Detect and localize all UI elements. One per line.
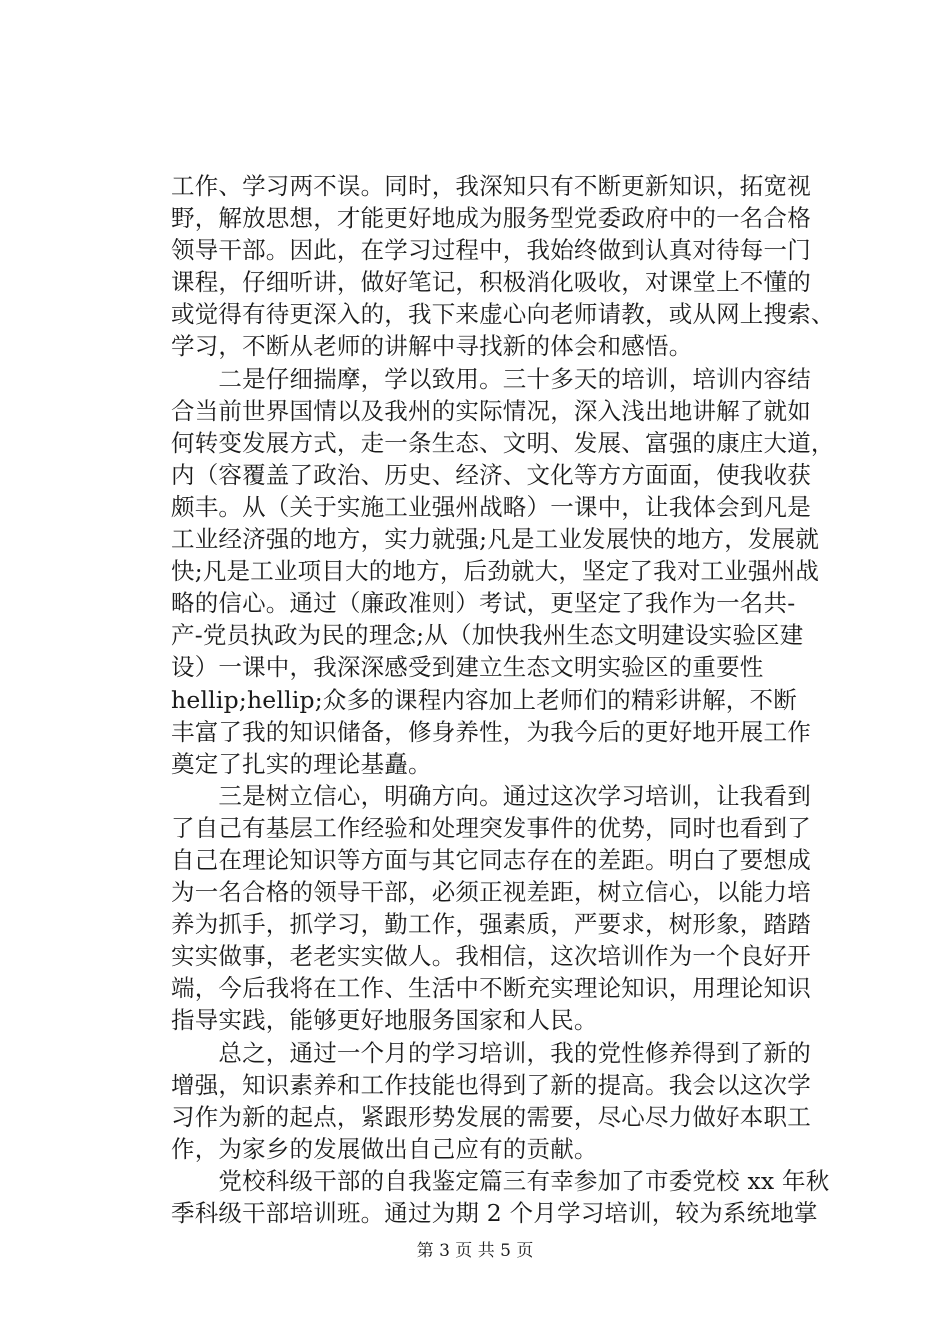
text-line: 产-党员执政为民的理念;从（加快我州生态文明建设实验区建 — [171, 621, 804, 650]
text-line: 学习，不断从老师的讲解中寻找新的体会和感悟。 — [171, 332, 693, 361]
text-line: 三是树立信心，明确方向。通过这次学习培训，让我看到 — [171, 781, 811, 810]
text-line: 课程，仔细听讲，做好笔记，积极消化吸收，对课堂上不懂的 — [171, 268, 811, 297]
page-number-footer: 第 3 页 共 5 页 — [416, 1241, 534, 1261]
text-line: 工业经济强的地方，实力就强;凡是工业发展快的地方，发展就 — [171, 525, 820, 554]
text-line: 或觉得有待更深入的，我下来虚心向老师请教，或从网上搜索、 — [171, 300, 835, 329]
text-line: 总之，通过一个月的学习培训，我的党性修养得到了新的 — [171, 1038, 811, 1067]
text-line: 略的信心。通过（廉政准则）考试，更坚定了我作为一名共- — [171, 589, 796, 618]
text-line: 野，解放思想，才能更好地成为服务型党委政府中的一名合格 — [171, 204, 811, 233]
text-line: 党校科级干部的自我鉴定篇三有幸参加了市委党校 xx 年秋 — [171, 1166, 830, 1195]
text-line: 习作为新的起点，紧跟形势发展的需要，尽心尽力做好本职工 — [171, 1102, 811, 1131]
text-line: 合当前世界国情以及我州的实际情况，深入浅出地讲解了就如 — [171, 396, 811, 425]
text-line: 端，今后我将在工作、生活中不断充实理论知识，用理论知识 — [171, 974, 811, 1003]
text-line: 工作、学习两不误。同时，我深知只有不断更新知识，拓宽视 — [171, 172, 811, 200]
text-line: 增强，知识素养和工作技能也得到了新的提高。我会以这次学 — [171, 1070, 811, 1099]
text-line: 养为抓手，抓学习，勤工作，强素质，严要求，树形象，踏踏 — [171, 910, 811, 939]
text-line: 设）一课中，我深深感受到建立生态文明实验区的重要性 — [171, 653, 764, 682]
text-line: 季科级干部培训班。通过为期 2 个月学习培训，较为系统地掌 — [171, 1199, 818, 1227]
text-line: 为一名合格的领导干部，必须正视差距，树立信心，以能力培 — [171, 878, 811, 907]
text-line: 作，为家乡的发展做出自己应有的贡献。 — [171, 1134, 598, 1163]
body-text — [171, 170, 835, 1229]
text-line: 颇丰。从（关于实施工业强州战略）一课中，让我体会到凡是 — [171, 492, 811, 521]
text-line: 实实做事，老老实实做人。我相信，这次培训作为一个良好开 — [171, 942, 811, 971]
text-line: 丰富了我的知识储备，修身养性，为我今后的更好地开展工作 — [171, 717, 811, 746]
text-line: 领导干部。因此，在学习过程中，我始终做到认真对待每一门 — [171, 236, 811, 265]
text-line: 奠定了扎实的理论基矗。 — [171, 749, 432, 778]
text-line: 内（容覆盖了政治、历史、经济、文化等方方面面，使我收获 — [171, 460, 811, 489]
text-line: 何转变发展方式，走一条生态、文明、发展、富强的康庄大道， — [171, 428, 835, 457]
text-line: 了自己有基层工作经验和处理突发事件的优势，同时也看到了 — [171, 813, 811, 842]
text-line: hellip;hellip;众多的课程内容加上老师们的精彩讲解，不断 — [171, 685, 797, 714]
text-line: 二是仔细揣摩，学以致用。三十多天的培训，培训内容结 — [171, 364, 811, 393]
text-line: 指导实践，能够更好地服务国家和人民。 — [171, 1006, 598, 1035]
text-line: 快;凡是工业项目大的地方，后劲就大，坚定了我对工业强州战 — [171, 557, 820, 586]
text-line: 自己在理论知识等方面与其它同志存在的差距。明白了要想成 — [171, 845, 811, 874]
